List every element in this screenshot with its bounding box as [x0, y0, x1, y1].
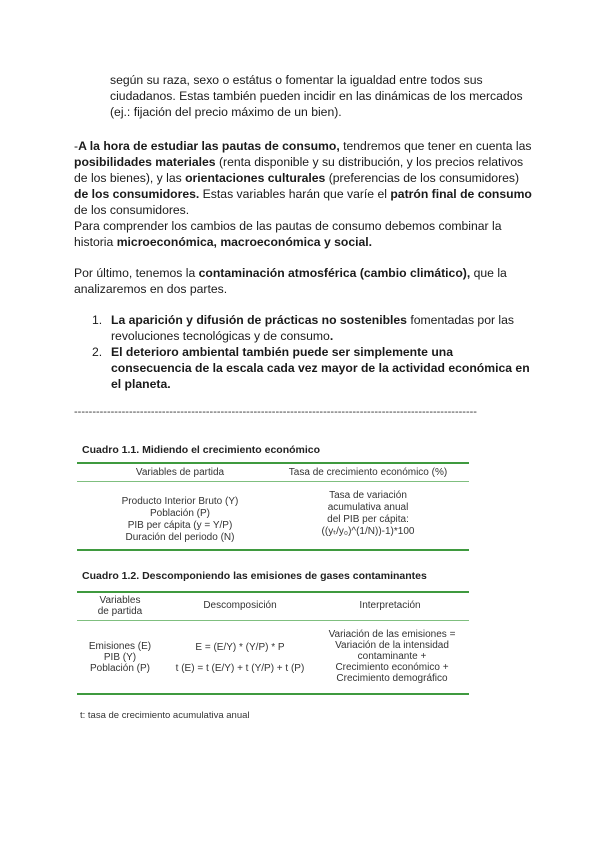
- cuadro1-header-rule: [77, 481, 469, 482]
- cuadro2-header-rule: [77, 620, 469, 621]
- cuadro2-col1-header-line-1: Variables: [99, 595, 141, 606]
- cuadro1-col2-line-3: del PIB per cápita:: [327, 514, 409, 525]
- intro-line-2: ciudadanos. Estas también pueden incidir en las dinámicas de los mercados: [110, 89, 523, 103]
- consumo-line-7: [74, 234, 372, 250]
- cuadro1-bottom-rule: [77, 549, 469, 551]
- cuadro2-col1-line-1: Emisiones (E): [88, 641, 152, 652]
- contaminacion-text: Por último, tenemos la: [74, 266, 199, 280]
- cuadro2-top-rule: [77, 591, 469, 593]
- consumo-text: (renta disponible y su distribución, y los precios relativos: [215, 155, 524, 169]
- cuadro2-col3-line-1: Variación de las emisiones =: [328, 629, 456, 640]
- list-item-2-line-2: consecuencia de la escala cada vez mayor de la actividad económica en: [111, 361, 530, 375]
- cuadro1-title: Cuadro 1.1. Midiendo el crecimiento económico: [82, 444, 321, 456]
- cuadro2-col3-line-2: Variación de la intensidad: [335, 640, 449, 651]
- consumo-text: de los bienes), y las: [74, 171, 186, 185]
- patron-final-consumo: patrón final de consumo: [390, 187, 532, 201]
- cuadro2-col3-line-3: contaminante +: [357, 651, 427, 662]
- table-footnote: t: tasa de crecimiento acumulativa anual: [80, 710, 250, 721]
- cuadro2-col1-header-line-2: de partida: [97, 606, 143, 617]
- list-item-2-line-1: El deterioro ambiental también puede ser simplemente una: [111, 345, 454, 359]
- list-item-1-period: .: [329, 329, 334, 343]
- cuadro1-col1-line-3: PIB per cápita (y = Y/P): [127, 520, 233, 531]
- cuadro2-bottom-rule: [77, 693, 469, 695]
- consumo-text: tendremos que tener en cuenta las: [339, 139, 532, 153]
- cuadro2-col3-header: Interpretación: [359, 600, 421, 611]
- list-item-1-number: 1.: [92, 313, 103, 327]
- cuadro1-col2-line-2: acumulativa anual: [327, 502, 409, 513]
- list-item-1-line-1: [111, 312, 514, 328]
- cuadro1-col1-header: Variables de partida: [135, 467, 225, 478]
- contaminacion-heading: contaminación atmosférica (cambio climático),: [198, 266, 471, 280]
- contaminacion-line-2: analizaremos en dos partes.: [74, 282, 228, 296]
- list-item-2-line-3: el planeta.: [111, 377, 171, 391]
- de-los-consumidores: de los consumidores.: [74, 187, 200, 201]
- consumo-text: Estas variables harán que varíe el: [199, 187, 391, 201]
- cuadro1-col2-line-1: Tasa de variación: [329, 490, 407, 501]
- cuadro2-col3-line-5: Crecimiento demográfico: [336, 673, 448, 684]
- cuadro1-col1-line-1: Producto Interior Bruto (Y): [121, 496, 239, 507]
- consumo-line-2: [74, 154, 523, 170]
- cuadro2-col1-line-3: Población (P): [89, 663, 151, 674]
- cuadro2-col2-line-1: E = (E/Y) * (Y/P) * P: [195, 642, 285, 653]
- list-item-1-text: revoluciones tecnológicas y de consumo: [111, 329, 330, 343]
- cuadro2-col1-line-2: PIB (Y): [103, 652, 137, 663]
- orientaciones-culturales: orientaciones culturales: [185, 171, 326, 185]
- cuadro1-col2-line-4: ((yₜ/y₀)^(1/N))-1)*100: [321, 526, 415, 537]
- cuadro1-col2-header: Tasa de crecimiento económico (%): [288, 467, 448, 478]
- contaminacion-line-1: [74, 265, 507, 281]
- contaminacion-text: que la: [470, 266, 507, 280]
- dash-prefix: -: [74, 139, 79, 153]
- cuadro2-col2-line-2: t (E) = t (E/Y) + t (Y/P) + t (P): [175, 663, 305, 674]
- list-item-1-line-2: [111, 328, 333, 344]
- cuadro1-top-rule: [77, 462, 469, 464]
- consumo-line-3: [74, 170, 519, 186]
- cuadro2-title: Cuadro 1.2. Descomponiendo las emisiones de gases contaminantes: [82, 570, 427, 582]
- cuadro2-col2-header: Descomposición: [203, 600, 277, 611]
- consumo-line-5: de los consumidores.: [74, 203, 190, 217]
- posibilidades-materiales: posibilidades materiales: [74, 155, 216, 169]
- list-item-1-bold: La aparición y difusión de prácticas no sostenibles: [111, 313, 407, 327]
- consumo-line-6: Para comprender los cambios de las pautas de consumo debemos combinar la: [74, 219, 502, 233]
- consumo-line-4: [74, 186, 532, 202]
- consumo-line-1: [74, 138, 531, 154]
- cuadro2-col3-line-4: Crecimiento económico +: [335, 662, 449, 673]
- cuadro1-col1-line-4: Duración del periodo (N): [125, 532, 235, 543]
- historia-tipos: microeconómica, macroeconómica y social.: [116, 235, 373, 249]
- consumo-heading: A la hora de estudiar las pautas de consumo,: [78, 139, 340, 153]
- consumo-text: (preferencias de los consumidores): [325, 171, 520, 185]
- intro-line-1: según su raza, sexo o estátus o fomentar la igualdad entre todos sus: [110, 73, 483, 87]
- list-item-1-text: fomentadas por las: [406, 313, 515, 327]
- cuadro1-col1-line-2: Población (P): [149, 508, 211, 519]
- separator-line: --------------------------------------------------------------------------------------------------------------: [74, 406, 477, 418]
- list-item-2-number: 2.: [92, 345, 103, 359]
- intro-line-3: (ej.: fijación del precio máximo de un bien).: [110, 105, 342, 119]
- consumo-text: historia: [74, 235, 117, 249]
